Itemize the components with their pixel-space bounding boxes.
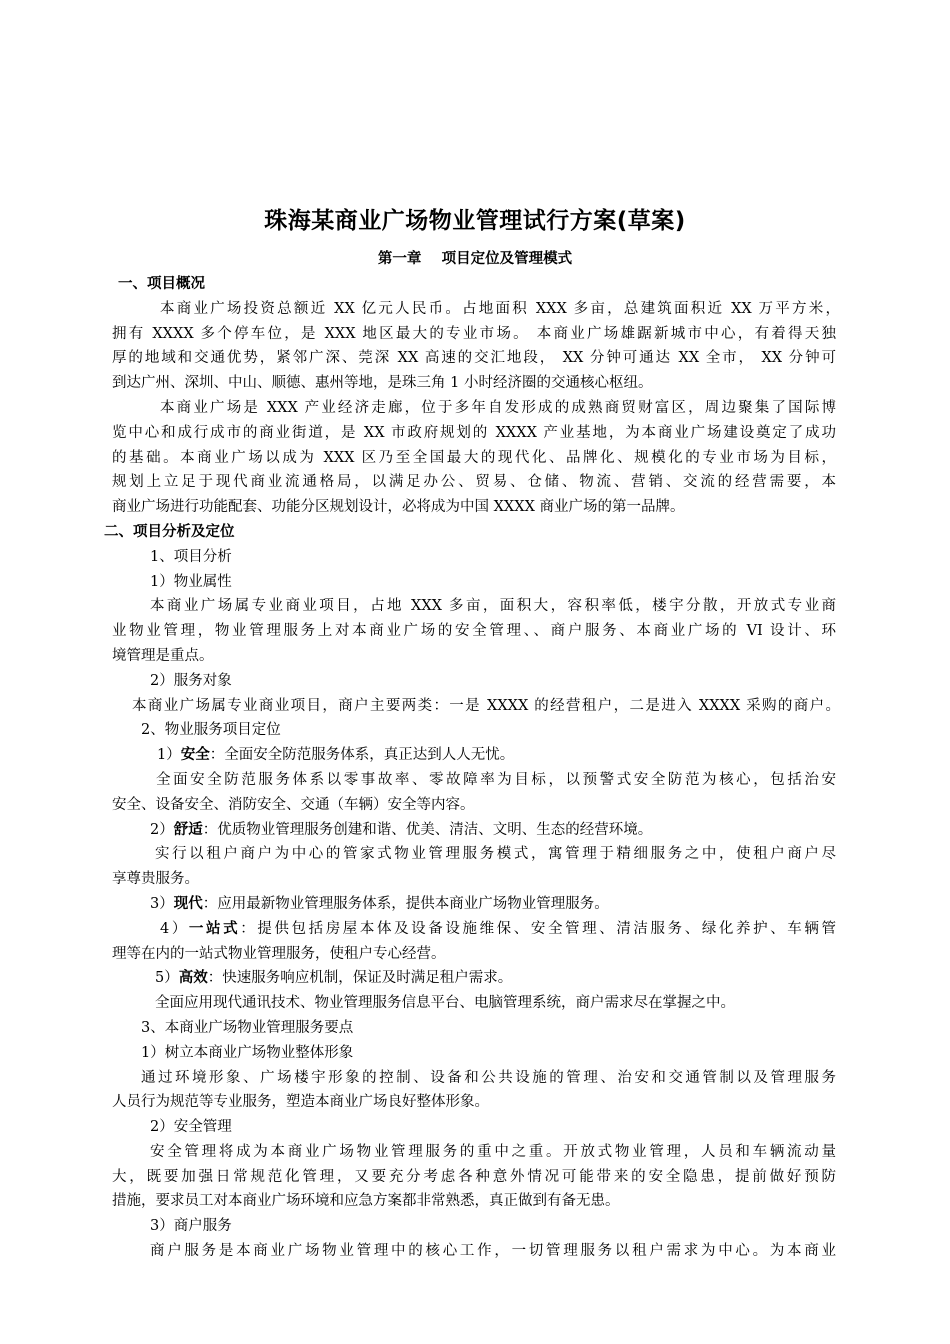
text-line: 业物业管理，物业管理服务上对本商业广场的安全管理、、商户服务、本商业广场的 VI 设计、环 xyxy=(112,623,836,640)
text-line: 2）服务对象 xyxy=(150,672,232,689)
section-heading: 二、项目分析及定位 xyxy=(104,523,235,540)
item-keyword: 一站式 xyxy=(188,920,241,937)
item-description: ：优质物业管理服务创建和谐、优美、清洁、文明、生态的经营环境。 xyxy=(202,821,653,838)
item-keyword: 安全 xyxy=(180,747,210,764)
text-line xyxy=(0,892,950,917)
text-line: 1）树立本商业广场物业整体形象 xyxy=(141,1044,354,1061)
text-line: 3）商户服务 xyxy=(150,1218,232,1235)
text-line: 安全、设备安全、消防安全、交通（车辆）安全等内容。 xyxy=(112,796,475,813)
text-line xyxy=(0,917,836,942)
text-line: 理等在内的一站式物业管理服务，使租户专心经营。 xyxy=(112,945,446,962)
item-number: 1） xyxy=(157,747,181,764)
text-line: 拥有 XXXX 多个停车位，是 XXX 地区最大的专业市场。 本商业广场雄踞新城市中心，有着得天独 xyxy=(112,325,836,342)
text-line: 览中心和成行成市的商业街道，是 XX 市政府规划的 XXXX 产业基地，为本商业广场建设奠定了成功 xyxy=(112,424,836,441)
item-keyword: 舒适 xyxy=(173,821,203,838)
text-line: 厚的地域和交通优势，紧邻广深、莞深 XX 高速的交汇地段， XX 分钟可通达 XX 全市， XX 分钟可 xyxy=(112,350,836,367)
item-keyword: 现代 xyxy=(173,895,203,912)
text-line: 境管理是重点。 xyxy=(112,647,214,664)
text-line xyxy=(0,818,950,843)
section-heading: 一、项目概况 xyxy=(118,276,205,292)
chapter-heading: 第一章 项目定位及管理模式 xyxy=(377,251,573,267)
item-description: ：全面安全防范服务体系，真正达到人人无忧。 xyxy=(209,747,515,764)
item-number: 2） xyxy=(150,821,174,838)
text-line: 大，既要加强日常规范化管理，又要充分考虑各种意外情况可能带来的安全隐患，提前做好预防 xyxy=(112,1168,836,1185)
text-line: 本商业广场投资总额近 XX 亿元人民币。占地面积 XXX 多亩，总建筑面积近 XX 万平方米， xyxy=(160,300,840,317)
item-number: 3） xyxy=(150,895,174,912)
text-line: 1）物业属性 xyxy=(150,573,232,590)
text-line: 享尊贵服务。 xyxy=(112,871,199,888)
item-number: 5） xyxy=(155,970,179,987)
text-line: 安全管理将成为本商业广场物业管理服务的重中之重。开放式物业管理，人员和车辆流动量 xyxy=(150,1143,836,1160)
text-line xyxy=(0,743,950,768)
item-description: ：快速服务响应机制，保证及时满足租户需求。 xyxy=(207,970,513,987)
text-line: 全面应用现代通讯技术、物业管理服务信息平台、电脑管理系统，商户需求尽在掌握之中。 xyxy=(155,995,735,1012)
text-line: 的基础。本商业广场以成为 XXX 区乃至全国最大的现代化、品牌化、规模化的专业市场为目标， xyxy=(112,449,836,466)
text-line: 措施，要求员工对本商业广场环境和应急方案都非常熟悉，真正做到有备无患。 xyxy=(112,1193,620,1210)
item-description: ：应用最新物业管理服务体系，提供本商业广场物业管理服务。 xyxy=(202,895,609,912)
text-line: 1、项目分析 xyxy=(150,548,232,565)
text-line: 本商业广场是 XXX 产业经济走廊，位于多年自发形成的成熟商贸财富区，周边聚集了国际博 xyxy=(160,399,836,416)
text-line: 商业广场进行功能配套、功能分区规划设计，必将成为中国 XXXX 商业广场的第一品牌。 xyxy=(112,499,685,516)
text-line: 本商业广场属专业商业项目，占地 XXX 多亩，面积大，容积率低，楼宇分散，开放式专业商 xyxy=(150,598,836,615)
text-line: 到达广州、深圳、中山、顺德、惠州等地，是珠三角 1 小时经济圈的交通核心枢纽。 xyxy=(112,375,653,392)
text-line: 人员行为规范等专业服务，塑造本商业广场良好整体形象。 xyxy=(112,1094,489,1111)
text-line: 规划上立足于现代商业流通格局，以满足办公、贸易、仓储、物流、营销、交流的经营需要，本 xyxy=(112,474,836,491)
text-line xyxy=(0,966,950,991)
text-line: 2）安全管理 xyxy=(150,1119,232,1136)
text-line: 全面安全防范服务体系以零事故率、零故障率为目标，以预警式安全防范为核心，包括治安 xyxy=(156,771,836,788)
item-description: ：提供包括房屋本体及设备设施维保、安全管理、清洁服务、绿化养护、车辆管 xyxy=(240,920,836,937)
document-title: 珠海某商业广场物业管理试行方案(草案) xyxy=(264,208,686,234)
text-line: 本商业广场属专业商业项目，商户主要两类：一是 XXXX 的经营租户，二是进入 XXXX 采购的商户。 xyxy=(132,697,840,714)
text-line: 通过环境形象、广场楼宇形象的控制、设备和公共设施的管理、治安和交通管制以及管理服务 xyxy=(141,1069,836,1086)
text-line: 实行以租户商户为中心的管家式物业管理服务模式，寓管理于精细服务之中，使租户商户尽 xyxy=(155,846,836,863)
text-line: 商户服务是本商业广场物业管理中的核心工作，一切管理服务以租户需求为中心。为本商业 xyxy=(150,1243,836,1260)
item-number: 4） xyxy=(160,920,189,937)
document-body xyxy=(0,272,950,1264)
item-keyword: 高效 xyxy=(178,970,208,987)
text-line: 3、本商业广场物业管理服务要点 xyxy=(141,1019,354,1036)
text-line: 2、物业服务项目定位 xyxy=(141,722,281,739)
